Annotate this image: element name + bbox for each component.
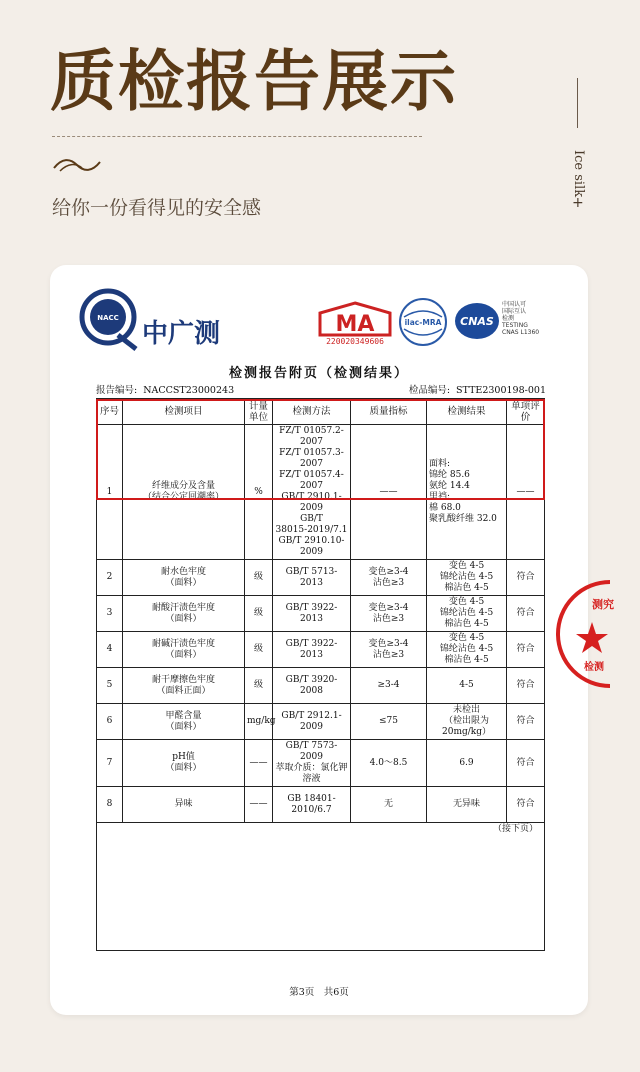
cell-no: 2 xyxy=(97,560,123,596)
cell-result: 未检出 （检出限为20mg/kg） xyxy=(427,704,507,740)
seal-bottom-text: 检测 xyxy=(584,662,604,673)
col-header: 质量指标 xyxy=(351,399,427,425)
cell-item: 耐干摩擦色牢度 （面料正面） xyxy=(123,668,245,704)
cell-no: 8 xyxy=(97,787,123,823)
table-row xyxy=(97,425,545,560)
org-name: 中广测 xyxy=(142,319,221,349)
cell-eval: 符合 xyxy=(507,787,545,823)
title-divider xyxy=(52,136,422,137)
table-header-row xyxy=(97,399,545,425)
ma-number: 220020349606 xyxy=(326,337,384,346)
col-header: 计量单位 xyxy=(245,399,273,425)
report-card xyxy=(50,265,588,1015)
cell-unit: mg/kg xyxy=(245,704,273,740)
results-table xyxy=(96,398,545,951)
cell-no: 5 xyxy=(97,668,123,704)
ilac-mra-icon xyxy=(398,297,448,347)
cell-item: 甲醛含量 （面料） xyxy=(123,704,245,740)
cell-item: 耐水色牢度 （面料） xyxy=(123,560,245,596)
side-divider xyxy=(577,78,578,128)
org-badge: NACC xyxy=(97,314,119,322)
cell-item: 耐酸汗渍色牢度 （面料） xyxy=(123,596,245,632)
cell-method: GB/T 3922-2013 xyxy=(273,596,351,632)
table-row xyxy=(97,560,545,596)
cell-index: ≤75 xyxy=(351,704,427,740)
seal-top-text: 测究 xyxy=(592,598,614,611)
page-title: 质检报告展示 xyxy=(50,42,458,120)
cell-no: 4 xyxy=(97,632,123,668)
cell-no: 6 xyxy=(97,704,123,740)
cell-index: 无 xyxy=(351,787,427,823)
report-no: NACCST23000243 xyxy=(143,385,235,396)
col-header: 序号 xyxy=(97,399,123,425)
cell-method: GB/T 2912.1-2009 xyxy=(273,704,351,740)
side-brand: Ice silk xyxy=(571,150,586,198)
continued-row xyxy=(97,823,545,951)
cell-method: FZ/T 01057.2-2007 FZ/T 01057.3-2007 FZ/T 01057.4-2007 GB/T 2910.1-2009 GB/T 38015-2019/7.1 GB/T 2910.10-2009 xyxy=(273,425,351,560)
cnas-info: 中国认可 国际互认 检测 TESTING CNAS L1360 xyxy=(502,301,540,336)
cell-result: 变色 4-5 锦纶沾色 4-5 棉沾色 4-5 xyxy=(427,560,507,596)
cell-result: 无异味 xyxy=(427,787,507,823)
ilac-text: ilac-MRA xyxy=(404,318,442,327)
cell-method: GB 18401-2010/6.7 xyxy=(273,787,351,823)
cell-index: 变色≥3-4 沾色≥3 xyxy=(351,632,427,668)
cell-index: ≥3-4 xyxy=(351,668,427,704)
cnas-text: CNAS xyxy=(460,315,494,328)
cell-unit: % xyxy=(245,425,273,560)
cell-unit: 级 xyxy=(245,632,273,668)
cell-eval: 符合 xyxy=(507,740,545,787)
cell-item: pH值 （面料） xyxy=(123,740,245,787)
cell-method: GB/T 3922-2013 xyxy=(273,632,351,668)
cell-unit: 级 xyxy=(245,668,273,704)
page-footer: 第3页 共6页 xyxy=(289,987,349,998)
cell-eval: 符合 xyxy=(507,704,545,740)
cell-result: 变色 4-5 锦纶沾色 4-5 棉沾色 4-5 xyxy=(427,596,507,632)
cell-item: 纤维成分及含量 （结合公定回潮率） xyxy=(123,425,245,560)
cell-result: 变色 4-5 锦纶沾色 4-5 棉沾色 4-5 xyxy=(427,632,507,668)
ma-text: MA xyxy=(335,312,375,337)
table-row xyxy=(97,596,545,632)
cell-method: GB/T 3920-2008 xyxy=(273,668,351,704)
plus-icon: + xyxy=(572,195,584,211)
cell-no: 1 xyxy=(97,425,123,560)
col-header: 检测结果 xyxy=(427,399,507,425)
cell-no: 3 xyxy=(97,596,123,632)
cell-index: —— xyxy=(351,425,427,560)
cell-item: 耐碱汗渍色牢度 （面料） xyxy=(123,632,245,668)
cell-no: 7 xyxy=(97,740,123,787)
cell-unit: —— xyxy=(245,787,273,823)
cell-index: 4.0～8.5 xyxy=(351,740,427,787)
page-subtitle: 给你一份看得见的安全感 xyxy=(52,197,262,219)
cell-item: 异味 xyxy=(123,787,245,823)
cell-eval: 符合 xyxy=(507,596,545,632)
cell-eval: 符合 xyxy=(507,560,545,596)
cell-index: 变色≥3-4 沾色≥3 xyxy=(351,596,427,632)
cell-method: GB/T 5713-2013 xyxy=(273,560,351,596)
report-title: 检测报告附页（检测结果） xyxy=(228,366,409,381)
report-meta xyxy=(96,382,546,396)
table-row xyxy=(97,787,545,823)
table-row xyxy=(97,632,545,668)
col-header: 单项评价 xyxy=(507,399,545,425)
cell-eval: 符合 xyxy=(507,668,545,704)
cell-index: 变色≥3-4 沾色≥3 xyxy=(351,560,427,596)
inspection-seal xyxy=(570,578,614,690)
col-header: 检测项目 xyxy=(123,399,245,425)
cell-unit: —— xyxy=(245,740,273,787)
cell-unit: 级 xyxy=(245,560,273,596)
continued-note: （接下页） xyxy=(97,823,545,951)
cnas-icon xyxy=(453,299,501,343)
col-header: 检测方法 xyxy=(273,399,351,425)
table-row xyxy=(97,668,545,704)
seal-star-icon xyxy=(576,622,608,653)
cell-unit: 级 xyxy=(245,596,273,632)
cell-result: 4-5 xyxy=(427,668,507,704)
cell-eval: —— xyxy=(507,425,545,560)
table-row xyxy=(97,704,545,740)
nacc-logo-icon xyxy=(78,287,140,349)
cell-result: 6.9 xyxy=(427,740,507,787)
cell-eval: 符合 xyxy=(507,632,545,668)
wave-icon xyxy=(52,156,102,174)
cell-method: GB/T 7573-2009 萃取介质：氯化钾 溶液 xyxy=(273,740,351,787)
sample-no: STTE2300198-001 xyxy=(456,385,546,396)
report-no-label: 报告编号: xyxy=(96,385,138,396)
sample-no-label: 检品编号: xyxy=(408,385,451,396)
table-row xyxy=(97,740,545,787)
cell-result: 面料: 锦纶 85.6 氨纶 14.4 里裆: 棉 68.0 聚乳酸纤维 32.0 xyxy=(427,425,507,560)
